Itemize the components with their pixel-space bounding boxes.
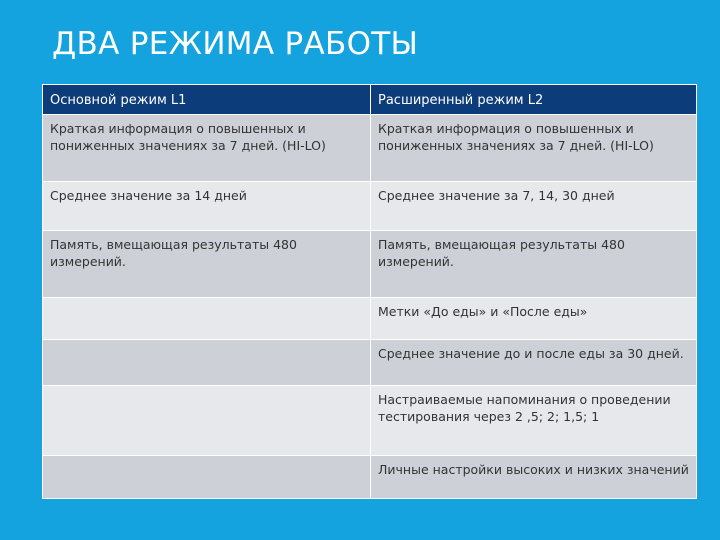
- table-cell: Краткая информация о повышенных и пониженных значениях за 7 дней. (HI-LO): [371, 115, 697, 182]
- table-cell: Память, вмещающая результаты 480 измерений.: [43, 231, 371, 298]
- table-cell: [43, 386, 371, 456]
- table-row: [43, 115, 697, 182]
- table-row: [43, 231, 697, 298]
- table-cell: [43, 456, 371, 499]
- table-header-row: [43, 85, 697, 115]
- table-cell: Среднее значение до и после еды за 30 дней.: [371, 340, 697, 386]
- table-cell: [43, 340, 371, 386]
- table-cell: Среднее значение за 7, 14, 30 дней: [371, 182, 697, 231]
- header-basic-mode: Основной режим L1: [43, 85, 371, 115]
- table-cell: Память, вмещающая результаты 480 измерений.: [371, 231, 697, 298]
- table-cell: Метки «До еды» и «После еды»: [371, 298, 697, 340]
- table-row: [43, 340, 697, 386]
- table-row: [43, 386, 697, 456]
- table-cell: [43, 298, 371, 340]
- table-cell: Настраиваемые напоминания о проведении тестирования через 2 ,5; 2; 1,5; 1: [371, 386, 697, 456]
- table-row: [43, 456, 697, 499]
- table-cell: Личные настройки высоких и низких значений: [371, 456, 697, 499]
- table-cell: Среднее значение за 14 дней: [43, 182, 371, 231]
- slide-title: ДВА РЕЖИМА РАБОТЫ: [52, 26, 419, 62]
- table-row: [43, 298, 697, 340]
- modes-table: [42, 84, 697, 499]
- table-row: [43, 182, 697, 231]
- table-cell: Краткая информация о повышенных и пониженных значениях за 7 дней. (HI-LO): [43, 115, 371, 182]
- header-extended-mode: Расширенный режим L2: [371, 85, 697, 115]
